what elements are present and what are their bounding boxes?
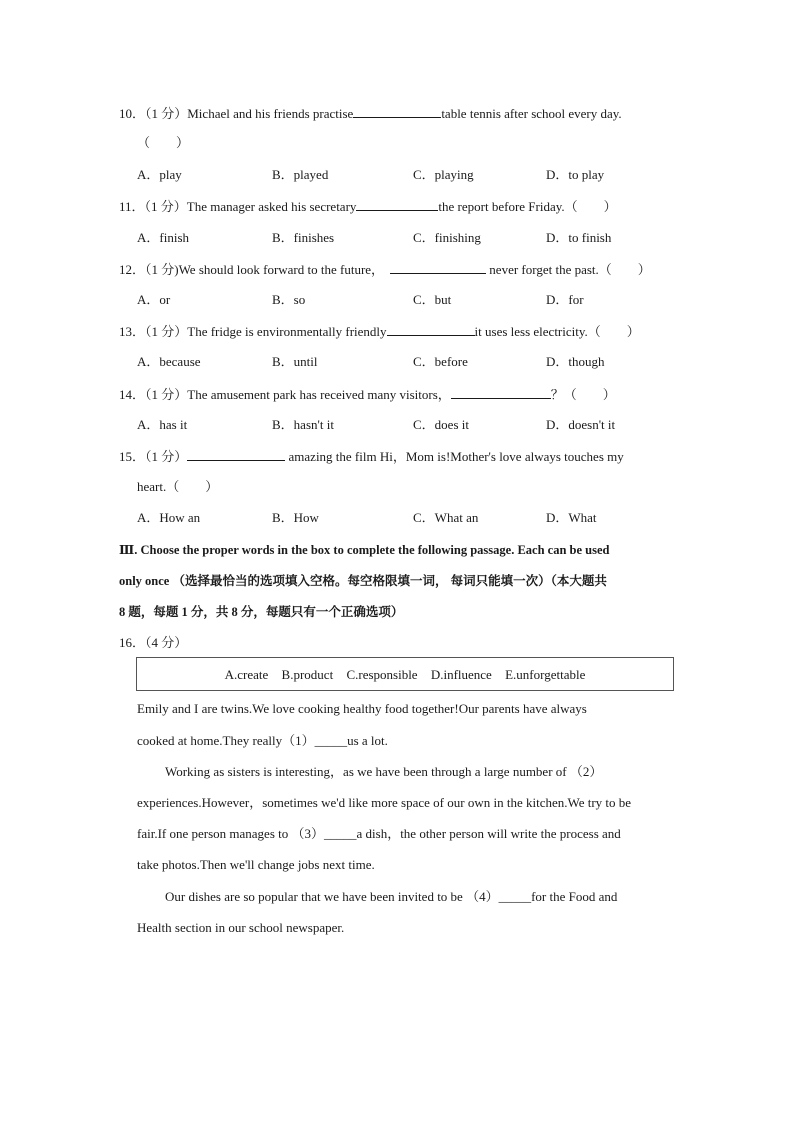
section-3-heading-line-2: only once （选择最恰当的选项填入空格。每空格限填一词， 每词只能填一次）（本大题共 bbox=[119, 574, 607, 588]
question-11-text-b: the report before Friday.（ ） bbox=[438, 199, 617, 214]
question-15-option-a[interactable]: A．How an bbox=[137, 510, 201, 525]
question-10-stem bbox=[119, 105, 622, 122]
question-10-option-d[interactable]: D．to play bbox=[546, 167, 605, 182]
question-15-blank[interactable] bbox=[187, 448, 285, 461]
word-bank-item: D.influence bbox=[430, 667, 492, 682]
question-10-blank[interactable] bbox=[353, 105, 441, 118]
word-bank-item: A.create bbox=[224, 667, 269, 682]
question-11-option-d[interactable]: D．to finish bbox=[546, 230, 612, 245]
passage-p3-line-2: Health section in our school newspaper. bbox=[137, 920, 345, 935]
question-14-option-b[interactable]: B．hasn't it bbox=[272, 417, 334, 432]
question-14-blank[interactable] bbox=[451, 386, 551, 399]
question-14-option-c[interactable]: C．does it bbox=[413, 417, 469, 432]
question-10-option-c[interactable]: C．playing bbox=[413, 167, 474, 182]
question-15-stem-cont[interactable]: heart.（ ） bbox=[137, 479, 219, 494]
passage-p2-line-4: take photos.Then we'll change jobs next time. bbox=[137, 857, 375, 872]
question-15-text-a: 15．（1 分） bbox=[119, 449, 188, 464]
word-bank-item: B.product bbox=[281, 667, 334, 682]
question-14-option-d[interactable]: D．doesn't it bbox=[546, 417, 616, 432]
question-13-text-b: it uses less electricity.（ ） bbox=[474, 324, 640, 339]
question-14-text-a: 14．（1 分）The amusement park has received many visitors， bbox=[119, 387, 451, 402]
passage-p3-line-1: Our dishes are so popular that we have been invited to be （4）_____for the Food and bbox=[165, 889, 618, 904]
question-12-stem bbox=[119, 261, 651, 278]
question-15-stem bbox=[119, 448, 624, 465]
passage-p2-line-3: fair.If one person manages to （3）_____a dish，the other person will write the process and bbox=[137, 826, 621, 841]
question-13-blank[interactable] bbox=[387, 323, 475, 336]
question-12-option-a[interactable]: A．or bbox=[137, 292, 171, 307]
question-10-option-b[interactable]: B．played bbox=[272, 167, 329, 182]
question-14-option-a[interactable]: A．has it bbox=[137, 417, 188, 432]
question-13-stem bbox=[119, 323, 640, 340]
question-13-option-b[interactable]: B．until bbox=[272, 354, 318, 369]
passage-p2-line-2: experiences.However，sometimes we'd like more space of our own in the kitchen.We try to be bbox=[137, 795, 632, 810]
question-14-text-b: ？（ ） bbox=[550, 387, 616, 402]
question-11-blank[interactable] bbox=[356, 198, 438, 211]
word-bank bbox=[137, 667, 673, 683]
question-12-option-c[interactable]: C．but bbox=[413, 292, 452, 307]
passage-p1-line-1: Emily and I are twins.We love cooking healthy food together!Our parents have always bbox=[137, 701, 587, 716]
question-14-stem bbox=[119, 386, 616, 403]
question-10-text-a: 10．（1 分）Michael and his friends practise bbox=[119, 106, 354, 121]
question-10-text-b: table tennis after school every day. bbox=[441, 106, 622, 121]
question-12-text-b: never forget the past.（ ） bbox=[486, 262, 651, 277]
word-bank-item: C.responsible bbox=[346, 667, 418, 682]
section-3-heading-line-1: Ⅲ. Choose the proper words in the box to complete the following passage. Each can be used bbox=[119, 543, 610, 557]
question-10-answer-paren[interactable]: （ ） bbox=[137, 135, 190, 150]
question-13-text-a: 13．（1 分）The fridge is environmentally friendly bbox=[119, 324, 387, 339]
word-bank-box bbox=[136, 657, 674, 691]
question-10-option-a[interactable]: A．play bbox=[137, 167, 182, 182]
question-15-option-b[interactable]: B．How bbox=[272, 510, 319, 525]
question-13-option-a[interactable]: A．because bbox=[137, 354, 201, 369]
section-3-heading-line-3: 8 题，每题 1 分，共 8 分，每题只有一个正确选项） bbox=[119, 605, 404, 619]
question-15-text-b: amazing the film Hi，Mom is!Mother's love always touches my bbox=[285, 449, 624, 464]
question-16-number: 16．（4 分） bbox=[119, 635, 188, 650]
question-11-option-a[interactable]: A．finish bbox=[137, 230, 190, 245]
question-12-blank[interactable] bbox=[390, 261, 486, 274]
question-12-text-a: 12．（1 分)We should look forward to the future， bbox=[119, 262, 385, 277]
question-11-text-a: 11．（1 分）The manager asked his secretary bbox=[119, 199, 357, 214]
question-15-option-d[interactable]: D．What bbox=[546, 510, 597, 525]
question-13-option-d[interactable]: D．though bbox=[546, 354, 605, 369]
question-12-option-d[interactable]: D．for bbox=[546, 292, 584, 307]
question-15-option-c[interactable]: C．What an bbox=[413, 510, 479, 525]
question-12-option-b[interactable]: B．so bbox=[272, 292, 306, 307]
question-11-option-b[interactable]: B．finishes bbox=[272, 230, 335, 245]
passage-p2-line-1: Working as sisters is interesting，as we have been through a large number of （2） bbox=[165, 764, 603, 779]
word-bank-item: E.unforgettable bbox=[505, 667, 586, 682]
question-11-option-c[interactable]: C．finishing bbox=[413, 230, 481, 245]
question-13-option-c[interactable]: C．before bbox=[413, 354, 468, 369]
passage-p1-line-2: cooked at home.They really（1）_____us a lot. bbox=[137, 733, 388, 748]
question-11-stem bbox=[119, 198, 617, 215]
